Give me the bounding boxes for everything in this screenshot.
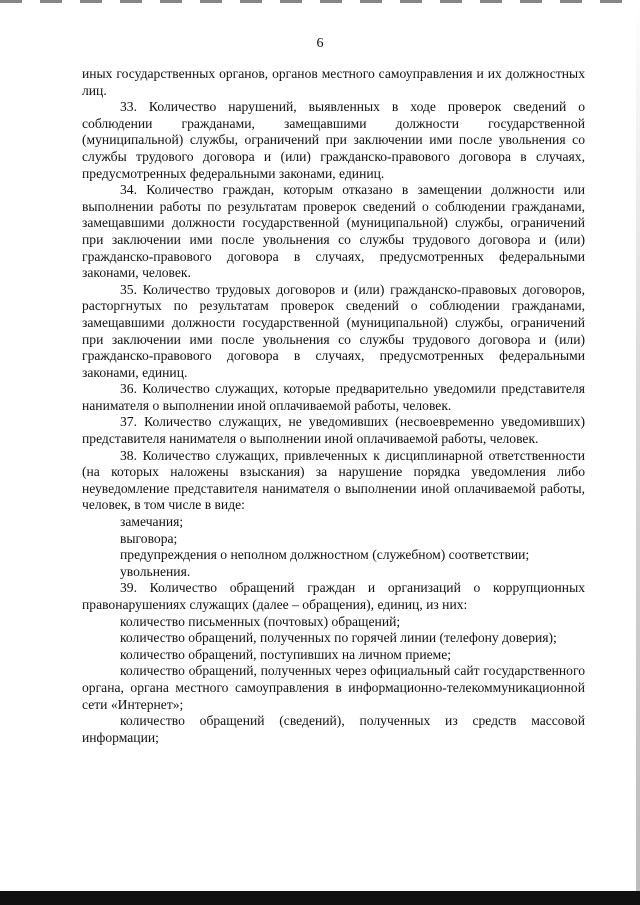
list-item-reprimand: замечания; (120, 514, 184, 530)
paragraph-item-39: 39. Количество обращений граждан и организаций о коррупционных правонарушениях служащих (далее – обращения), единиц, из них: (82, 580, 585, 612)
paragraph-item-34: 34. Количество граждан, которым отказано в замещении должности или выполнении работы по результатам проверок сведений о соблюдении гражданами, замещавшими должности государственной (муниципальной) службы, ограничений при заключении ими после увольнения со службы трудового договора и (или) гражданско-правового договора в случаях, предусмотренных федеральными законами, человек. (82, 182, 585, 281)
list-item-rebuke: выговора; (120, 530, 178, 546)
list-item-warning: предупреждения о неполном должностном (служебном) соответствии; (120, 547, 530, 563)
paragraph-continuation: иных государственных органов, органов местного самоуправления и их должностных лиц. (82, 66, 585, 98)
page-number: 6 (316, 36, 324, 51)
paragraph-item-35: 35. Количество трудовых договоров и (или) гражданско-правовых договоров, расторгнутых по результатам проверок сведений о соблюдении гражданами, замещавшими должности государственной (муниципальной) службы, ограничений при заключении ими после увольнения со службы трудового договора и (или) гражданско-правового договора в случаях, предусмотренных федеральными законами, единиц. (82, 281, 585, 380)
scan-bottom-edge (0, 891, 640, 905)
list-item-personal-reception: количество обращений, поступивших на личном приеме; (120, 646, 452, 662)
list-item-dismissal: увольнения. (120, 563, 191, 579)
list-item-media-appeals: количество обращений (сведений), полученных из средств массовой информации; (82, 713, 585, 745)
paragraph-item-36: 36. Количество служащих, которые предварительно уведомили представителя нанимателя о выполнении иной оплачиваемой работы, человек. (82, 381, 585, 413)
paragraph-item-37: 37. Количество служащих, не уведомивших (несвоевременно уведомивших) представителя нанимателя о выполнении иной оплачиваемой работы, человек. (82, 414, 585, 447)
scan-right-edge (636, 0, 640, 905)
paragraph-item-38: 38. Количество служащих, привлеченных к дисциплинарной ответственности (на которых наложены взыскания) за нарушение порядка уведомления либо неуведомление представителя нанимателя о выполнении иной оплачиваемой работы, человек, в том числе в виде: (82, 447, 585, 513)
scan-top-edge (0, 0, 640, 3)
list-item-hotline-appeals: количество обращений, полученных по горячей линии (телефону доверия); (120, 630, 557, 646)
document-body (82, 66, 585, 746)
list-item-written-appeals: количество письменных (почтовых) обращений; (120, 613, 401, 629)
paragraph-item-33: 33. Количество нарушений, выявленных в ходе проверок сведений о соблюдении гражданами, замещавшими должности государственной (муниципальной) службы, ограничений при заключении ими после увольнения со службы трудового договора и (или) гражданско-правового договора в случаях, предусмотренных федеральными законами, единиц. (82, 99, 585, 181)
list-item-website-appeals: количество обращений, полученных через официальный сайт государственного органа, органа местного самоуправления в информационно-телекоммуникационной сети «Интернет»; (82, 663, 585, 712)
